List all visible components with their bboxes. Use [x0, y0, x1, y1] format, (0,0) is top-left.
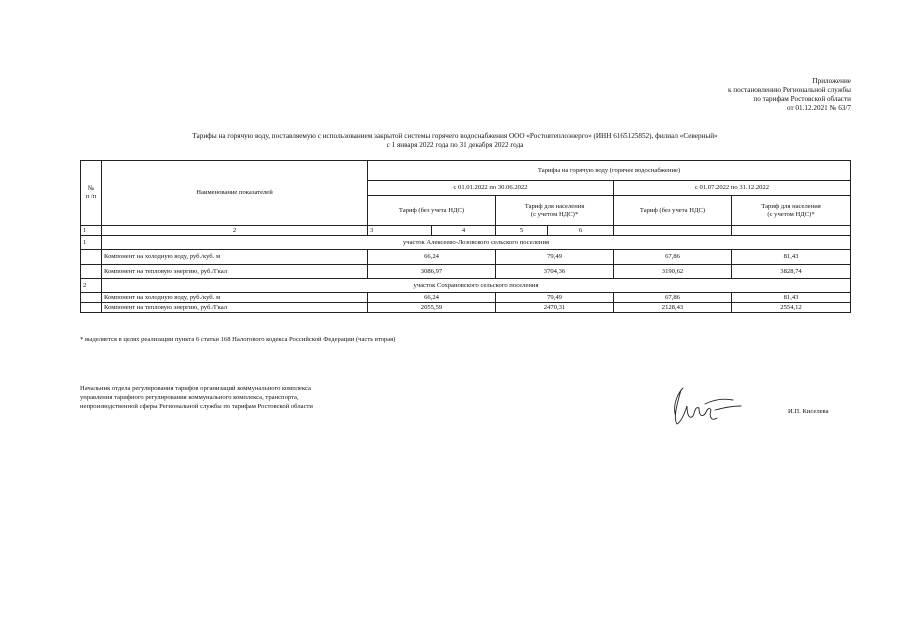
index-cell: [732, 226, 851, 236]
value-cell: 2554,12: [732, 303, 851, 313]
header-tariff-pop-2: Тариф для населения (с учетом НДС)*: [732, 196, 851, 226]
value-cell: 66,24: [368, 250, 496, 265]
section-num: 1: [81, 236, 102, 250]
section-title: участок Сохрановского сельского поселения: [102, 279, 851, 293]
table-cell: [81, 293, 102, 303]
value-cell: 3828,74: [732, 265, 851, 279]
header-period-1: с 01.01.2022 по 30.06.2022: [368, 181, 614, 196]
signer-name: И.П. Киселева: [788, 408, 829, 415]
row-name: Компонент на тепловую энергию, руб./Гкал: [102, 265, 368, 279]
footnote: * выделяется в целях реализации пункта 6 статьи 168 Налогового кодекса Российской Федерации (часть вторая): [80, 336, 396, 343]
row-name: Компонент на холодную воду, руб./куб. м: [102, 293, 368, 303]
appendix-line: по тарифам Ростовской области: [753, 95, 851, 104]
document-title: [60, 132, 850, 150]
title-line: с 1 января 2022 года по 31 декабря 2022 года: [386, 141, 524, 150]
value-cell: 3086,97: [368, 265, 496, 279]
table-cell: [81, 303, 102, 313]
tariffs-table: [80, 160, 851, 313]
signer-line: Начальник отдела регулирования тарифов организаций коммунального комплекса: [80, 385, 311, 392]
section-num: 2: [81, 279, 102, 293]
value-cell: 3704,36: [496, 265, 614, 279]
row-name: Компонент на холодную воду, руб./куб. м: [102, 250, 368, 265]
signer-line: управления тарифного регулирования коммунального комплекса, транспорта,: [80, 394, 299, 402]
table-cell: [81, 265, 102, 279]
header-tariff-no-vat-2: Тариф (без учета НДС): [614, 196, 732, 226]
value-cell: 79,49: [496, 250, 614, 265]
value-cell: 79,49: [496, 293, 614, 303]
value-cell: 2470,31: [496, 303, 614, 313]
header-period-2: с 01.07.2022 по 31.12.2022: [614, 181, 851, 196]
value-cell: 67,86: [614, 250, 732, 265]
header-tariff-no-vat-1: Тариф (без учета НДС): [368, 196, 496, 226]
value-cell: 81,43: [732, 293, 851, 303]
signer-position: [80, 384, 313, 412]
value-cell: 67,86: [614, 293, 732, 303]
handwritten-signature: [665, 384, 745, 428]
index-cell: 3: [368, 226, 432, 236]
table-cell: [81, 250, 102, 265]
appendix-line: Приложение: [812, 77, 851, 85]
index-cell: 5: [496, 226, 548, 236]
appendix-block: [728, 77, 851, 113]
value-cell: 66,24: [368, 293, 496, 303]
appendix-line: к постановлению Региональной службы: [727, 86, 851, 95]
appendix-line: от 01.12.2021 № 63/7: [786, 104, 851, 113]
header-name: Наименование показателей: [102, 161, 368, 226]
value-cell: 2055,59: [368, 303, 496, 313]
index-cell: 2: [102, 226, 368, 236]
value-cell: 2128,43: [614, 303, 732, 313]
header-group: Тарифы на горячую воду (горячее водоснабжение): [368, 161, 851, 181]
header-num: № п /п: [81, 161, 102, 226]
section-title: участок Алексеево-Лозовского сельского поселения: [102, 236, 851, 250]
signer-line: непроизводственной сферы Региональной службы по тарифам Ростовской области: [80, 403, 313, 411]
index-cell: 4: [432, 226, 496, 236]
index-cell: 1: [81, 226, 102, 236]
value-cell: 3190,62: [614, 265, 732, 279]
header-tariff-pop-1: Тариф для населения (с учетом НДС)*: [496, 196, 614, 226]
row-name: Компонент на тепловую энергию, руб./Гкал: [102, 303, 368, 313]
value-cell: 81,43: [732, 250, 851, 265]
index-cell: 6: [548, 226, 614, 236]
title-line: Тарифы на горячую воду, поставляемую с использованием закрытой системы горячего водоснабжения ООО «Ростовтеплоэнерго» (ИНН 6165125852), филиал «Северный»: [192, 132, 718, 140]
index-cell: [614, 226, 732, 236]
